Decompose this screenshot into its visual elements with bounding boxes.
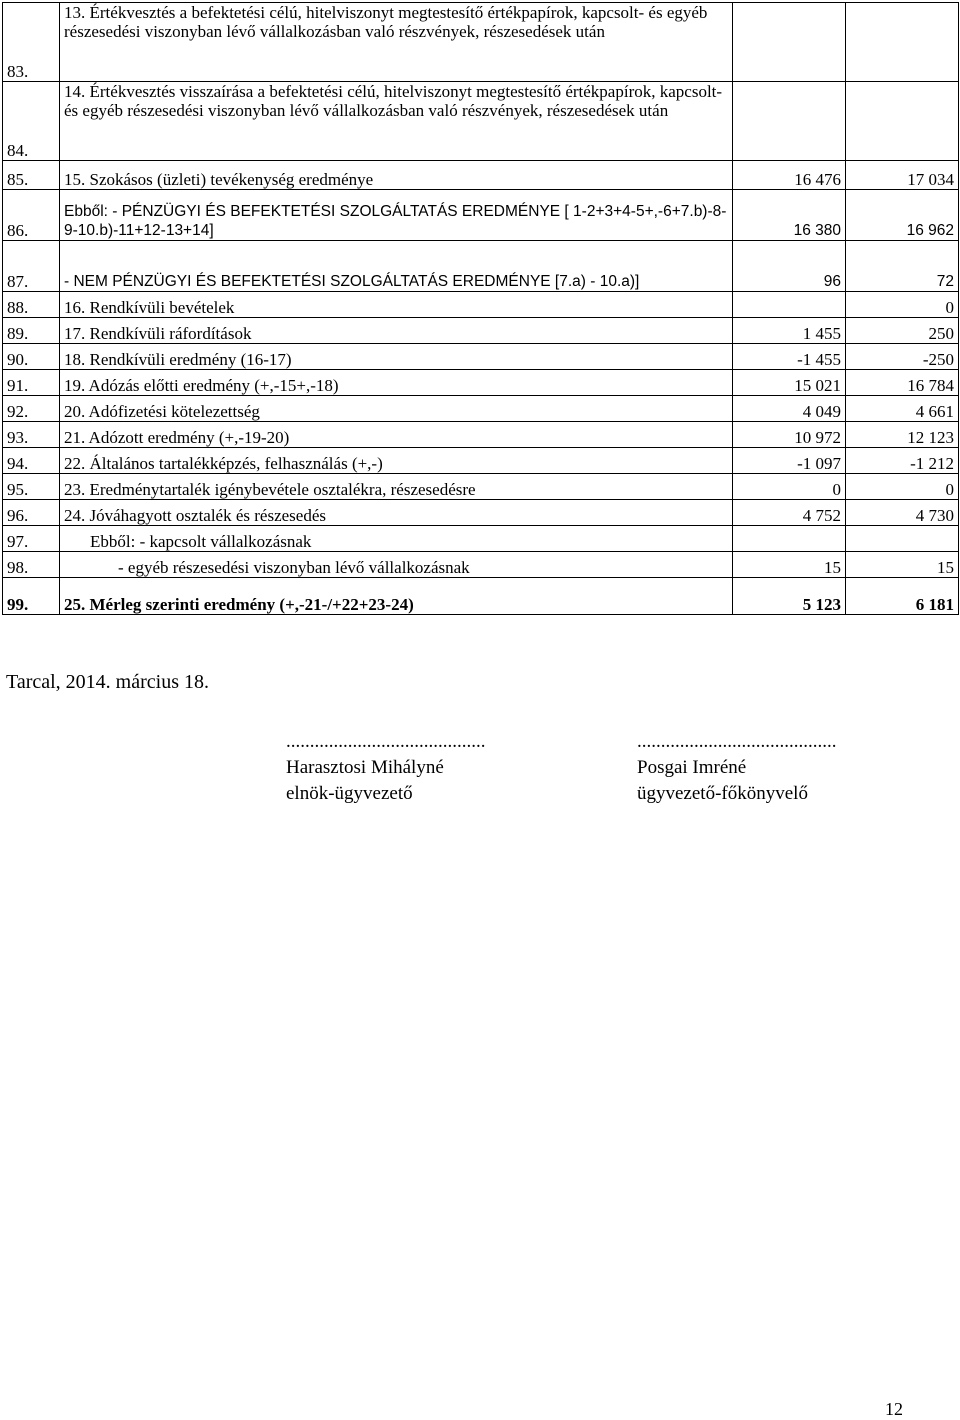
- value-current-year: -250: [846, 344, 959, 370]
- value-current-year: 17 034: [846, 161, 959, 190]
- signatory-role: elnök-ügyvezető: [286, 783, 413, 804]
- value-previous-year: 96: [733, 241, 846, 292]
- table-row: [3, 82, 959, 161]
- row-number: 91.: [3, 370, 60, 396]
- table-row: [3, 241, 959, 292]
- value-current-year: 4 661: [846, 396, 959, 422]
- row-description: - NEM PÉNZÜGYI ÉS BEFEKTETÉSI SZOLGÁLTATÁS EREDMÉNYE [7.a) - 10.a)]: [60, 241, 733, 292]
- row-number: 98.: [3, 552, 60, 578]
- table-row: [3, 448, 959, 474]
- value-previous-year: -1 097: [733, 448, 846, 474]
- table-row: [3, 396, 959, 422]
- table-row: [3, 552, 959, 578]
- value-current-year: 15: [846, 552, 959, 578]
- row-number: 83.: [3, 3, 60, 82]
- row-description: 21. Adózott eredmény (+,-19-20): [60, 422, 733, 448]
- row-number: 97.: [3, 526, 60, 552]
- value-current-year: 0: [846, 474, 959, 500]
- table-row: [3, 190, 959, 241]
- value-previous-year: 0: [733, 474, 846, 500]
- row-number: 84.: [3, 82, 60, 161]
- row-description: 18. Rendkívüli eredmény (16-17): [60, 344, 733, 370]
- row-description: 19. Adózás előtti eredmény (+,-15+,-18): [60, 370, 733, 396]
- value-current-year: [846, 526, 959, 552]
- table-row: [3, 344, 959, 370]
- value-previous-year: 4 049: [733, 396, 846, 422]
- value-previous-year: 10 972: [733, 422, 846, 448]
- value-previous-year: 15 021: [733, 370, 846, 396]
- row-description: Ebből: - kapcsolt vállalkozásnak: [60, 526, 733, 552]
- table-row: [3, 3, 959, 82]
- place-and-date: Tarcal, 2014. március 18.: [6, 671, 209, 693]
- table-row: [3, 526, 959, 552]
- value-previous-year: 5 123: [733, 578, 846, 615]
- table-row: [3, 474, 959, 500]
- value-previous-year: [733, 82, 846, 161]
- value-previous-year: [733, 292, 846, 318]
- row-number: 87.: [3, 241, 60, 292]
- table-row: [3, 370, 959, 396]
- row-description: 23. Eredménytartalék igénybevétele osztalékra, részesedésre: [60, 474, 733, 500]
- value-previous-year: 15: [733, 552, 846, 578]
- row-description: 25. Mérleg szerinti eredmény (+,-21-/+22+23-24): [60, 578, 733, 615]
- row-description: - egyéb részesedési viszonyban lévő vállalkozásnak: [60, 552, 733, 578]
- row-description: 22. Általános tartalékképzés, felhasználás (+,-): [60, 448, 733, 474]
- value-current-year: 6 181: [846, 578, 959, 615]
- row-number: 95.: [3, 474, 60, 500]
- value-current-year: 250: [846, 318, 959, 344]
- value-current-year: 4 730: [846, 500, 959, 526]
- value-current-year: 16 784: [846, 370, 959, 396]
- row-number: 85.: [3, 161, 60, 190]
- page-number: 12: [885, 1399, 903, 1419]
- signature-line: ..........................................: [637, 731, 837, 752]
- row-number: 96.: [3, 500, 60, 526]
- signature-block-chair: [286, 729, 486, 807]
- value-current-year: 72: [846, 241, 959, 292]
- row-description: 16. Rendkívüli bevételek: [60, 292, 733, 318]
- signature-line: ..........................................: [286, 731, 486, 752]
- row-number: 88.: [3, 292, 60, 318]
- value-current-year: [846, 3, 959, 82]
- value-current-year: 12 123: [846, 422, 959, 448]
- value-current-year: -1 212: [846, 448, 959, 474]
- signatory-name: Harasztosi Mihályné: [286, 757, 444, 778]
- table-row: [3, 318, 959, 344]
- row-description: 14. Értékvesztés visszaírása a befektetési célú, hitelviszonyt megtestesítő értékpapírok, kapcsolt- és egyéb részesedési viszonyban lévő vállalkozásban való részvények, részesedések után: [60, 82, 733, 161]
- table-row: [3, 161, 959, 190]
- row-description: 15. Szokásos (üzleti) tevékenység eredménye: [60, 161, 733, 190]
- value-previous-year: 16 380: [733, 190, 846, 241]
- value-current-year: 16 962: [846, 190, 959, 241]
- value-current-year: [846, 82, 959, 161]
- row-description: 20. Adófizetési kötelezettség: [60, 396, 733, 422]
- value-previous-year: -1 455: [733, 344, 846, 370]
- row-number: 90.: [3, 344, 60, 370]
- signatory-role: ügyvezető-főkönyvelő: [637, 783, 808, 804]
- value-previous-year: [733, 526, 846, 552]
- table-row-total: [3, 578, 959, 615]
- income-statement-table: [2, 2, 959, 615]
- table-row: [3, 500, 959, 526]
- row-number: 99.: [3, 578, 60, 615]
- signatory-name: Posgai Imréné: [637, 757, 747, 778]
- signature-block-accountant: [637, 729, 837, 807]
- value-previous-year: 16 476: [733, 161, 846, 190]
- table-row: [3, 292, 959, 318]
- row-number: 92.: [3, 396, 60, 422]
- row-description: 17. Rendkívüli ráfordítások: [60, 318, 733, 344]
- row-number: 93.: [3, 422, 60, 448]
- value-previous-year: 1 455: [733, 318, 846, 344]
- value-previous-year: [733, 3, 846, 82]
- row-description: Ebből: - PÉNZÜGYI ÉS BEFEKTETÉSI SZOLGÁLTATÁS EREDMÉNYE [ 1-2+3+4-5+,-6+7.b)-8-9-10.b)-11+12-13+14]: [60, 190, 733, 241]
- row-description: 13. Értékvesztés a befektetési célú, hitelviszonyt megtestesítő értékpapírok, kapcsolt- és egyéb részesedési viszonyban lévő vállalkozásban való részvények, részesedések után: [60, 3, 733, 82]
- value-previous-year: 4 752: [733, 500, 846, 526]
- table-row: [3, 422, 959, 448]
- row-number: 86.: [3, 190, 60, 241]
- row-description: 24. Jóváhagyott osztalék és részesedés: [60, 500, 733, 526]
- value-current-year: 0: [846, 292, 959, 318]
- row-number: 94.: [3, 448, 60, 474]
- row-number: 89.: [3, 318, 60, 344]
